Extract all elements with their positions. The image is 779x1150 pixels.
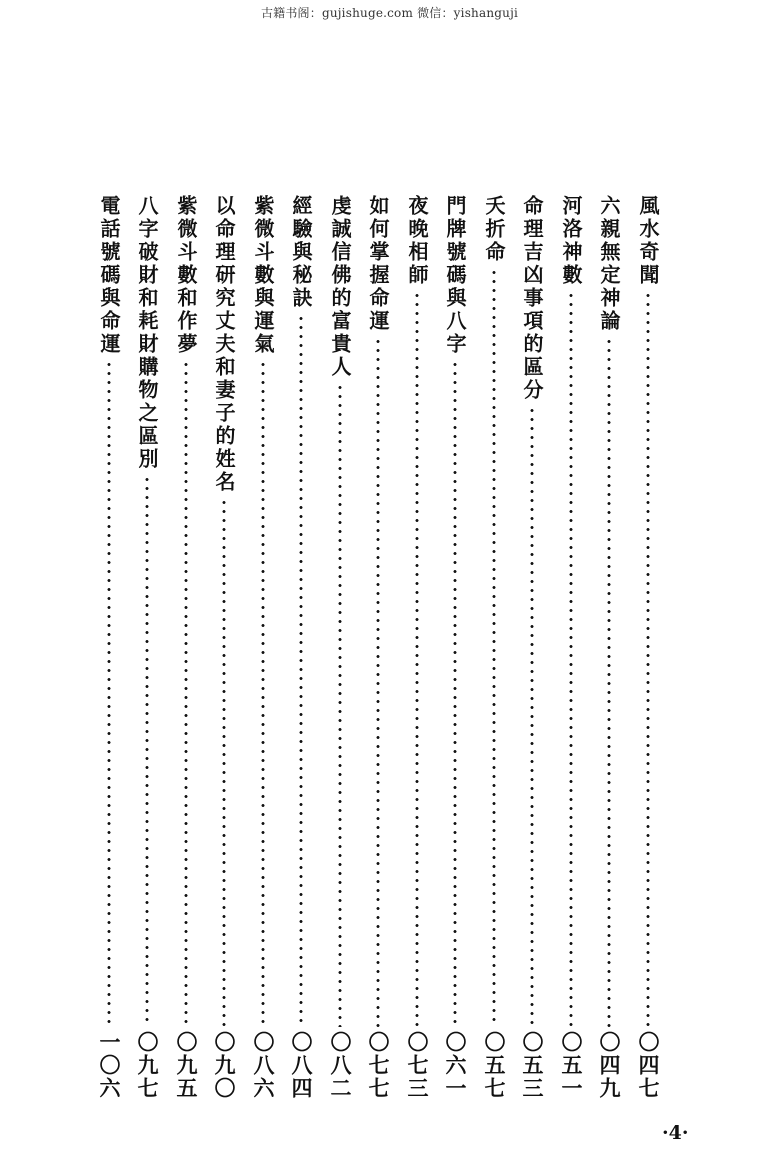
leader-dots (492, 268, 496, 1027)
entry-page: 〇五七 (482, 1031, 507, 1100)
entry-title: 以命理研究丈夫和妻子的姓名 (212, 195, 236, 494)
entry-page: 〇八四 (289, 1031, 314, 1100)
entry-title: 如何掌握命運 (366, 195, 390, 333)
toc-entry[interactable] (555, 195, 587, 1100)
toc-entry[interactable] (247, 195, 279, 1100)
entry-page: 〇四七 (636, 1031, 661, 1100)
entry-page: 〇四九 (597, 1031, 622, 1100)
leader-dots (376, 337, 380, 1027)
leader-dots (415, 291, 419, 1027)
entry-page: 〇九〇 (212, 1031, 237, 1100)
toc-entry[interactable] (93, 195, 125, 1100)
leader-dots (569, 291, 573, 1027)
entry-page: 〇八二 (328, 1031, 353, 1100)
toc-entry[interactable] (401, 195, 433, 1100)
toc-entry[interactable] (208, 195, 240, 1100)
entry-title: 紫微斗數和作夢 (174, 195, 198, 356)
leader-dots (145, 475, 149, 1027)
toc-entry[interactable] (362, 195, 394, 1100)
toc-entry[interactable] (439, 195, 471, 1100)
toc-entry[interactable] (478, 195, 510, 1100)
entry-title: 命理吉凶事項的區分 (520, 195, 544, 402)
toc-entry[interactable] (516, 195, 548, 1100)
leader-dots (530, 406, 534, 1027)
entry-page: 〇五三 (520, 1031, 545, 1100)
leader-dots (261, 360, 265, 1027)
entry-title: 門牌號碼與八字 (443, 195, 467, 356)
entry-title: 紫微斗數與運氣 (251, 195, 275, 356)
entry-page: 〇八六 (251, 1031, 276, 1100)
leader-dots (107, 360, 111, 1027)
entry-title: 河洛神數 (559, 195, 583, 287)
leader-dots (299, 314, 303, 1027)
toc-entry[interactable] (170, 195, 202, 1100)
entry-page: 〇七三 (405, 1031, 430, 1100)
entry-title: 夭折命 (482, 195, 506, 264)
toc-entry[interactable] (324, 195, 356, 1100)
entry-page: 〇七七 (366, 1031, 391, 1100)
toc-entry[interactable] (285, 195, 317, 1100)
toc-entry[interactable] (593, 195, 625, 1100)
entry-title: 虔誠信佛的富貴人 (328, 195, 352, 379)
entry-page: 〇五一 (559, 1031, 584, 1100)
leader-dots (222, 498, 226, 1027)
entry-title: 經驗與秘訣 (289, 195, 313, 310)
entry-page: 〇九五 (174, 1031, 199, 1100)
watermark-text: 古籍书阁：gujishuge.com 微信：yishanguji (260, 6, 519, 20)
leader-dots (646, 291, 650, 1027)
entry-page: 〇九七 (135, 1031, 160, 1100)
entry-title: 夜晚相師 (405, 195, 429, 287)
entry-title: 風水奇聞 (636, 195, 660, 287)
leader-dots (453, 360, 457, 1027)
page-number: ·4· (662, 1122, 689, 1144)
leader-dots (338, 383, 342, 1027)
entry-title: 六親無定神論 (597, 195, 621, 333)
leader-dots (607, 337, 611, 1027)
entry-page: 一〇六 (97, 1031, 122, 1100)
entry-title: 八字破財和耗財購物之區別 (135, 195, 159, 471)
entry-page: 〇六一 (443, 1031, 468, 1100)
table-of-contents (92, 195, 672, 1100)
toc-entry[interactable] (131, 195, 163, 1100)
leader-dots (184, 360, 188, 1027)
toc-entry[interactable] (632, 195, 664, 1100)
entry-title: 電話號碼與命運 (97, 195, 121, 356)
